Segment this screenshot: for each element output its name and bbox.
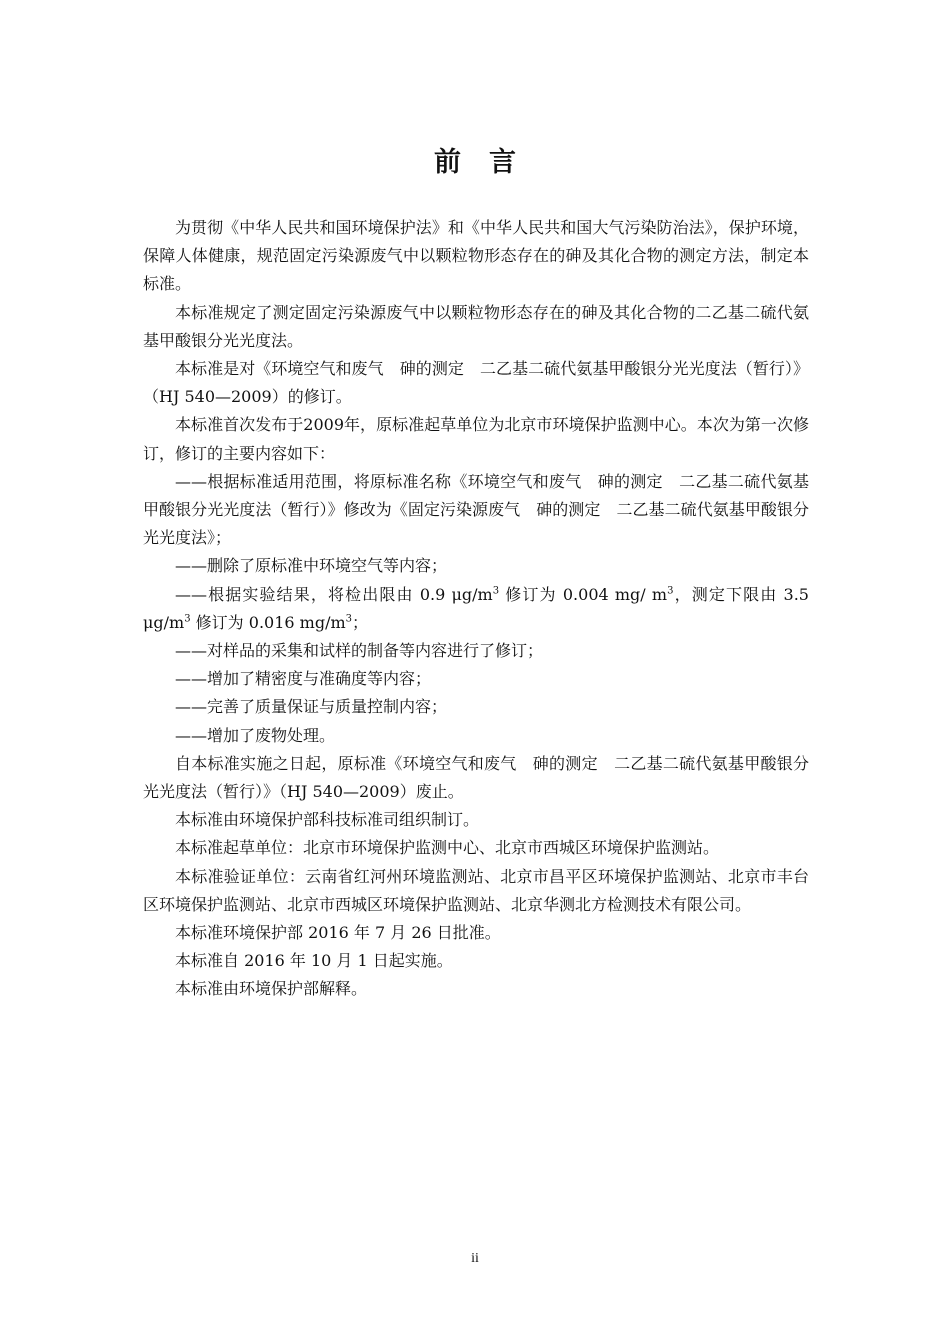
paragraph: 本标准规定了测定固定污染源废气中以颗粒物形态存在的砷及其化合物的二乙基二硫代氨基甲酸银分光光度法。 [143, 302, 809, 350]
paragraph: 本标准起草单位：北京市环境保护监测中心、北京市西城区环境保护监测站。 [175, 838, 720, 858]
list-item: ——根据标准适用范围，将原标准名称《环境空气和废气 砷的测定 二乙基二硫代氨基甲酸银分光光度法（暂行）》修改为《固定污染源废气 砷的测定 二乙基二硫代氨基甲酸银分光光度法》； [143, 471, 809, 548]
list-item: ——删除了原标准中环境空气等内容； [175, 556, 448, 576]
page-number: ii [471, 1251, 479, 1266]
paragraph: 本标准首次发布于2009年，原标准起草单位为北京市环境保护监测中心。本次为第一次修订，修订的主要内容如下： [143, 415, 809, 463]
paragraph: 本标准自 2016 年 10 月 1 日起实施。 [175, 951, 453, 971]
paragraph: 本标准由环境保护部科技标准司组织制订。 [175, 810, 480, 830]
paragraph: 本标准验证单位：云南省红河州环境监测站、北京市昌平区环境保护监测站、北京市丰台区环境保护监测站、北京市西城区环境保护监测站、北京华测北方检测技术有限公司。 [143, 866, 809, 914]
list-item: ——对样品的采集和试样的制备等内容进行了修订； [175, 641, 544, 661]
document-body [143, 214, 809, 1004]
paragraph: 本标准是对《环境空气和废气 砷的测定 二乙基二硫代氨基甲酸银分光光度法（暂行）》（HJ 540—2009）的修订。 [143, 359, 809, 407]
list-item: ——根据实验结果，将检出限由 0.9 $\mu g/m^3$ 修订为 0.004 mg/ $m^3$，测定下限由 3.5 $\mu g/m^3$ 修订为 0.016 $mg/m^3$； [143, 584, 809, 632]
paragraph: 为贯彻《中华人民共和国环境保护法》和《中华人民共和国大气污染防治法》，保护环境，保障人体健康，规范固定污染源废气中以颗粒物形态存在的砷及其化合物的测定方法，制定本标准。 [143, 218, 809, 294]
paragraph: 本标准环境保护部 2016 年 7 月 26 日批准。 [175, 923, 501, 943]
list-item: ——增加了废物处理。 [175, 725, 336, 745]
paragraph: 自本标准实施之日起，原标准《环境空气和废气 砷的测定 二乙基二硫代氨基甲酸银分光光度法（暂行）》（HJ 540—2009）废止。 [143, 753, 809, 802]
paragraph: 本标准由环境保护部解释。 [175, 979, 368, 999]
list-item: ——增加了精密度与准确度等内容； [175, 669, 432, 689]
list-item: ——完善了质量保证与质量控制内容； [175, 697, 448, 717]
page-title: 前 言 [434, 147, 516, 178]
